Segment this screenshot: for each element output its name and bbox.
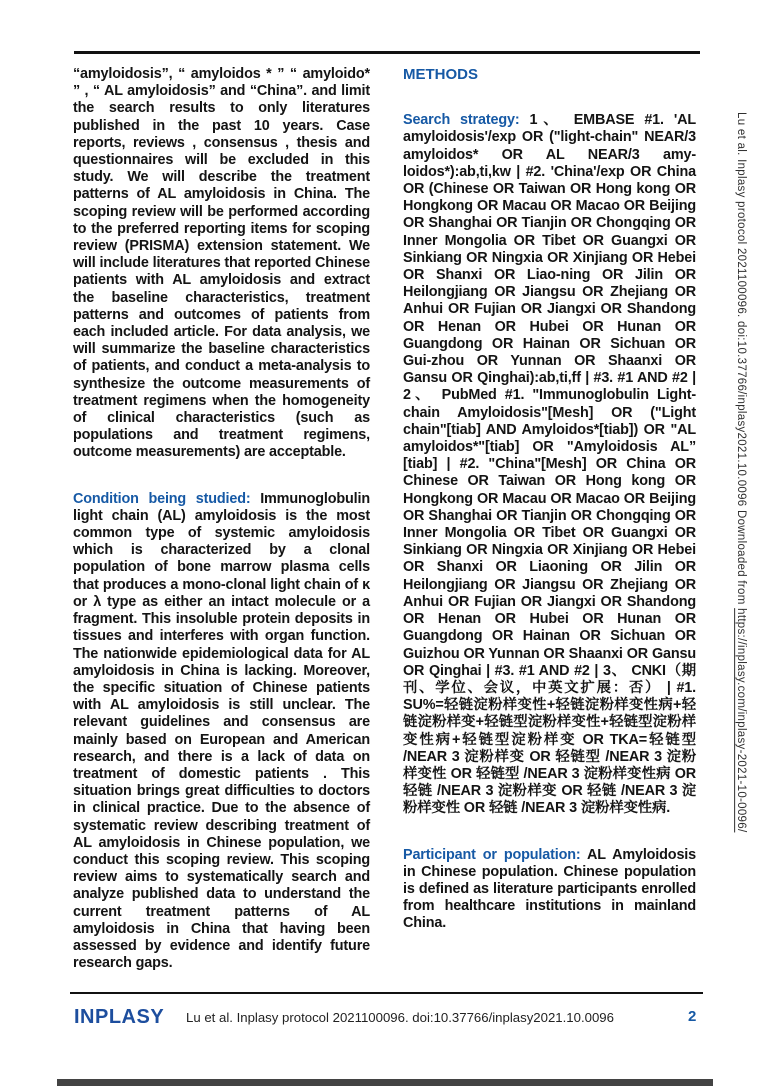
abstract-paragraph xyxy=(73,66,370,462)
left-column xyxy=(73,66,370,972)
right-column xyxy=(403,66,696,933)
page-number: 2 xyxy=(688,1008,697,1025)
footer-citation: Lu et al. Inplasy protocol 2021100096. doi:10.37766/inplasy2021.10.0096 xyxy=(186,1010,614,1025)
search-strategy-label: Search strategy: xyxy=(403,112,530,129)
inplasy-logo: INPLASY xyxy=(74,1006,165,1028)
participant-text: AL Amyloidosis in Chinese population. Chinese population is defined as literature participants enrolled from healthcare institutions in mainland China. xyxy=(403,846,696,932)
top-rule xyxy=(74,51,700,54)
rotated-citation-sidebar xyxy=(735,112,747,1032)
footer-rule xyxy=(70,992,703,994)
participant-label: Participant or population: xyxy=(403,846,587,863)
rotated-citation-link[interactable]: https://inplasy.com/inplasy-2021-10-0096/ xyxy=(735,608,747,833)
page-bottom-edge-bar xyxy=(57,1079,713,1086)
methods-heading: METHODS xyxy=(403,66,478,83)
abstract-text: “amyloidosis”, “ amyloidos * ” “ amyloido* ” , “ AL amyloidosis” and “China”. and limit the search results to only literatures published in the past 10 years. Case reports, reviews , consensus , thesis and questionnaires will be excluded in this study. We will describe the treatment patterns of AL amyloidosis in China. The scoping review will be performed according to the preferred reporting items for scoping review (PRISMA) extension statement. We will include literatures that reported Chinese patients with AL amyloidosis and extract the baseline characteristics, treatment patterns and outcomes of patients from each included article. For data analysis, we will summarize the baseline characteristics of patients, and conduct a meta-analysis to synthesize the outcome measurements of treatment regimens when the homogeneity of clinical characteristics (such as populations and treatment regimens, outcome measurements) are acceptable. xyxy=(73,66,370,461)
condition-text: Immunoglobulin light chain (AL) amyloidosis is the most common type of systemic amyloidosis which is characterized by a clonal population of bone marrow plasma cells that produces a mono-clonal light chain of κ or λ type as either an intact molecule or a fragment. This insoluble protein deposits in tissues and interferes with organ function. The nationwide epidemiological data for AL amyloidosis in China is lacking. Moreover, the specific situation of Chinese patients with AL amyloidosis is still unclear. The relevant guidelines and consensus are mainly based on European and American research, and there is a lack of data on treatment of domestic patients . This situation brings great difficulties to doctors in clinical practice. Due to the absence of systematic review describing treatment of AL amyloidosis in Chinese population, we conduct this scoping review. This scoping review aims to systematically search and analyze published data to understand the current treatment patterns of AL amyloidosis in China that having been assessed by evidence and identify future research gaps. xyxy=(73,490,370,972)
search-strategy-text: 1、 EMBASE #1. 'AL amyloidosis'/exp OR ("light-chain" NEAR/3 amyloidos* OR AL NEAR/3 amy-loidos*):ab,ti,kw | #2. 'China'/exp OR China OR (Chinese OR Taiwan OR Hong kong OR Hongkong OR Macau OR Macao OR Beijing OR Shanghai OR Tianjin OR Chongqing OR Inner Mongolia OR Tibet OR Guangxi OR Sinkiang OR Ningxia OR Xinjiang OR Hebei OR Shanxi OR Liao-ning OR Jilin OR Heilongjiang OR Jiangsu OR Zhejiang OR Anhui OR Fujian OR Jiangxi OR Shandong OR Henan OR Hubei OR Hunan OR Guangdong OR Hainan OR Sichuan OR Gui-zhou OR Yunnan OR Shaanxi OR Gansu OR Qinghai):ab,ti,ff | #3. #1 AND #2 | 2、 PubMed #1. "Immunoglobulin Light-chain Amyloidosis"[Mesh] OR ("Light chain"[tiab] AND Amyloidos*[tiab]) OR "AL amyloidos*"[tiab] OR "Amyloidosis AL” [tiab] | #2. "China"[Mesh] OR China OR Chinese OR Taiwan OR Hong kong OR Hongkong OR Macau OR Macao OR Beijing OR Shanghai OR Tianjin OR Chongqing OR Inner Mongolia OR Tibet OR Guangxi OR Sinkiang OR Ningxia OR Xinjiang OR Hebei OR Shanxi OR Liaoning OR Jilin OR Heilongjiang OR Jiangsu OR Zhejiang OR Anhui OR Fujian OR Jiangxi OR Shandong OR Henan OR Hubei OR Hunan OR Guangdong OR Hainan OR Sichuan OR Guizhou OR Yunnan OR Shaanxi OR Gansu OR Qinghai | #3. #1 AND #2 | 3、 CNKI（期刊、学位、会议，中英文扩展：否） | #1. SU%=轻链淀粉样变性+轻链淀粉样变性病+轻链淀粉样变+轻链型淀粉样变性+轻链型淀粉样变性病+轻链型淀粉样变 OR TKA=轻链型 /NEAR 3 淀粉样变 OR 轻链型 /NEAR 3 淀粉样变性 OR 轻链型 /NEAR 3 淀粉样变性病 OR 轻链 /NEAR 3 淀粉样变 OR 轻链 /NEAR 3 淀粉样变性 OR 轻链 /NEAR 3 淀粉样变性病. xyxy=(403,112,696,817)
condition-paragraph xyxy=(73,491,370,973)
condition-label: Condition being studied: xyxy=(73,490,261,507)
search-strategy-paragraph xyxy=(403,112,696,817)
participant-paragraph xyxy=(403,847,696,933)
rotated-citation-text: Lu et al. Inplasy protocol 2021100096. doi:10.37766/inplasy2021.10.0096 Downloaded from xyxy=(735,112,747,609)
